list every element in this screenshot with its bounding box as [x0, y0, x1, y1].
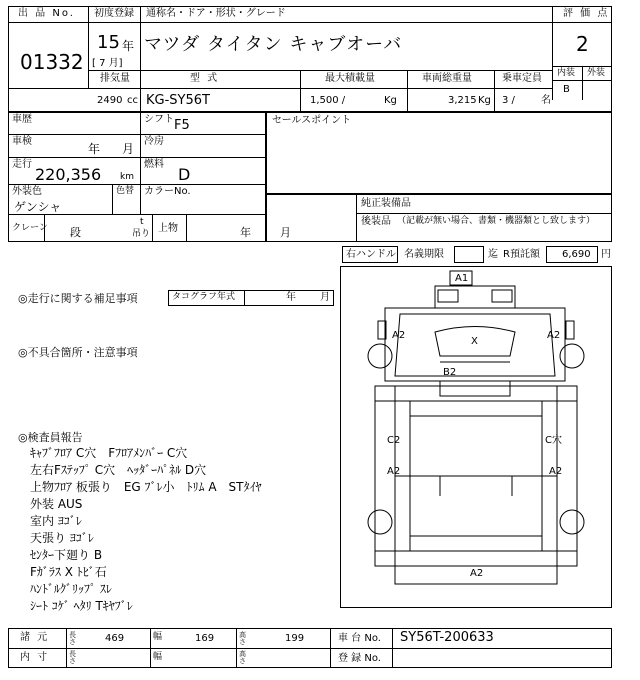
- length-label: 長さ: [69, 631, 76, 646]
- damage-a2-cab-right-label: A2: [547, 330, 561, 341]
- gross-value: 3,215: [448, 95, 477, 106]
- report-line: 外装 AUS: [30, 497, 83, 511]
- equipment-label: 純正装備品: [361, 198, 411, 209]
- displacement-label: 排気量: [100, 73, 130, 84]
- crane-t: t: [140, 217, 144, 227]
- inspection-month: 月: [122, 142, 135, 156]
- damage-a1-label: A1: [455, 273, 469, 284]
- rear-right-wheel: [560, 510, 584, 534]
- reg-year: 15: [97, 32, 120, 53]
- selling-label: セールスポイント: [272, 115, 352, 126]
- driving-notes-label: ◎走行に関する補足事項: [18, 292, 138, 305]
- width-value: 169: [195, 633, 215, 644]
- mileage-unit: km: [120, 172, 134, 182]
- reg-no-label: 登 録 No.: [338, 653, 381, 664]
- fuel-value: D: [178, 165, 191, 184]
- inspector-report-lines: [30, 445, 330, 615]
- mileage-label: 走行: [12, 159, 32, 170]
- r-total-unit: 円: [601, 249, 611, 260]
- displacement-value: 2490: [97, 95, 123, 106]
- gross-label: 車両総重量: [422, 73, 472, 84]
- tacho-year: 年: [286, 292, 296, 303]
- damage-x-glass-label: X: [471, 336, 478, 347]
- gross-unit: Kg: [478, 95, 491, 106]
- shift-value: F5: [174, 118, 190, 133]
- hoist-label: 上物: [158, 223, 178, 234]
- r-total-label: R預託額: [503, 249, 540, 260]
- seats-label: 乗車定員: [502, 73, 542, 84]
- title-name-suffix: 迄: [488, 249, 498, 260]
- damage-c-hole-right-label: C穴: [545, 435, 562, 446]
- capacity-unit: Kg: [384, 95, 397, 106]
- tacho-month: 月: [320, 292, 330, 303]
- report-line: ﾊﾝﾄﾞﾙｸﾞﾘｯﾌﾟ ｽﾚ: [30, 582, 112, 596]
- inner-width-label: 幅: [153, 652, 163, 662]
- mileage-value: 220,356: [35, 165, 102, 184]
- capacity-value: 1,500 /: [310, 95, 346, 106]
- damage-a2-cab-left-label: A2: [392, 330, 406, 341]
- damage-a2-rear-label: A2: [470, 568, 484, 579]
- height-value: 199: [285, 633, 305, 644]
- interior-grade: B: [563, 84, 570, 95]
- model-value: KG-SY56T: [146, 93, 210, 108]
- hoist-year: 年: [240, 226, 251, 239]
- inner-length-label: 長さ: [69, 650, 76, 665]
- lot-number: 01332: [20, 50, 84, 74]
- lot-label: 出 品 No.: [18, 8, 75, 19]
- defect-notes-label: ◎不具合箇所・注意事項: [18, 346, 138, 359]
- chassis-value: SY56T-200633: [400, 630, 494, 645]
- rear-left-wheel: [368, 510, 392, 534]
- chassis-label: 車 台 No.: [338, 633, 381, 644]
- aftermarket-label: 後装品: [361, 216, 391, 227]
- report-line: 上物ﾌﾛｱ 板張り EG ﾌﾞﾚ小 ﾄﾘﾑ A STﾀｲﾔ: [30, 480, 262, 494]
- inspection-year: 年: [88, 142, 101, 156]
- report-line: 室内 ﾖｺﾞﾚ: [30, 514, 82, 528]
- crane-hang: 吊り: [132, 229, 151, 239]
- crane-step: 段: [70, 226, 81, 239]
- score-value: 2: [576, 32, 589, 56]
- model-label: 型 式: [190, 73, 220, 84]
- displacement-unit: cc: [127, 95, 138, 106]
- inspection-label: 車検: [12, 136, 32, 147]
- shift-label: シフト: [144, 114, 174, 125]
- reg-month: [ 7 月]: [92, 58, 123, 69]
- report-line: ｷｬﾌﾞﾌﾛｱ C穴 Fﾌﾛｱﾒﾝﾊﾞｰ C穴: [30, 446, 188, 460]
- inner-height-label: 高さ: [239, 650, 246, 665]
- front-left-wheel: [368, 344, 392, 368]
- right-handle-label: 右ハンドル: [346, 249, 396, 260]
- interior-label: 内装: [557, 68, 576, 78]
- seats-value: 3 /: [502, 95, 515, 106]
- tacho-label: タコグラフ年式: [172, 292, 236, 302]
- damage-a2-right-label: A2: [549, 466, 563, 477]
- history-label: 車歴: [12, 114, 32, 125]
- score-label: 評 価 点: [563, 8, 610, 19]
- exterior-label: 外装: [587, 68, 606, 78]
- damage-b2-label: B2: [443, 367, 457, 378]
- damage-c2-left-label: C2: [387, 435, 401, 446]
- aftermarket-note: （記載が無い場合、書類・機器類とし致します）: [397, 216, 596, 226]
- reg-year-unit: 年: [122, 39, 135, 53]
- report-line: 左右Fｽﾃｯﾌﾟ C穴 ﾍｯﾀﾞｰﾊﾟﾈﾙ D穴: [30, 463, 207, 477]
- r-total-value: 6,690: [562, 249, 591, 260]
- title-name-label: 名義期限: [404, 249, 444, 260]
- report-line: 天張り ﾖｺﾞﾚ: [30, 531, 94, 545]
- front-right-wheel: [560, 344, 584, 368]
- report-line: ｼｰﾄ ｺｹﾞ ﾍﾀﾘ Tｷﾔﾌﾞﾚ: [30, 599, 133, 613]
- reg-label: 初度登録: [94, 8, 134, 19]
- front-bumper-outline: [435, 286, 515, 308]
- fuel-label: 燃料: [144, 159, 164, 170]
- car-name: マツダ タイタン キャブオーバ: [144, 34, 403, 55]
- hoist-month: 月: [280, 226, 291, 239]
- height-label: 高さ: [239, 631, 246, 646]
- width-label: 幅: [153, 632, 163, 642]
- truck-diagram: [340, 266, 612, 608]
- damage-a2-left-label: A2: [387, 466, 401, 477]
- capacity-label: 最大積載量: [325, 73, 375, 84]
- color-value: ゲンシャ: [14, 200, 62, 214]
- inner-dims-label: 内 寸: [20, 652, 50, 663]
- colorno-label: 色替: [116, 186, 135, 196]
- report-line: ｾﾝﾀｰ下廻り B: [30, 548, 103, 562]
- length-value: 469: [105, 633, 125, 644]
- seats-unit: 名: [541, 95, 551, 106]
- inspector-report-label: ◎検査員報告: [18, 431, 83, 444]
- report-line: Fｶﾞﾗｽ X ﾄﾋﾞ石: [30, 565, 107, 579]
- aircon-label: 冷房: [144, 136, 164, 147]
- dims-label: 諸 元: [20, 632, 50, 643]
- colorcode-label: カラーNo.: [144, 186, 191, 197]
- name-label: 通称名・ドア・形状・グレード: [146, 8, 286, 19]
- color-label: 外装色: [12, 186, 42, 197]
- crane-label: クレーン: [12, 223, 48, 233]
